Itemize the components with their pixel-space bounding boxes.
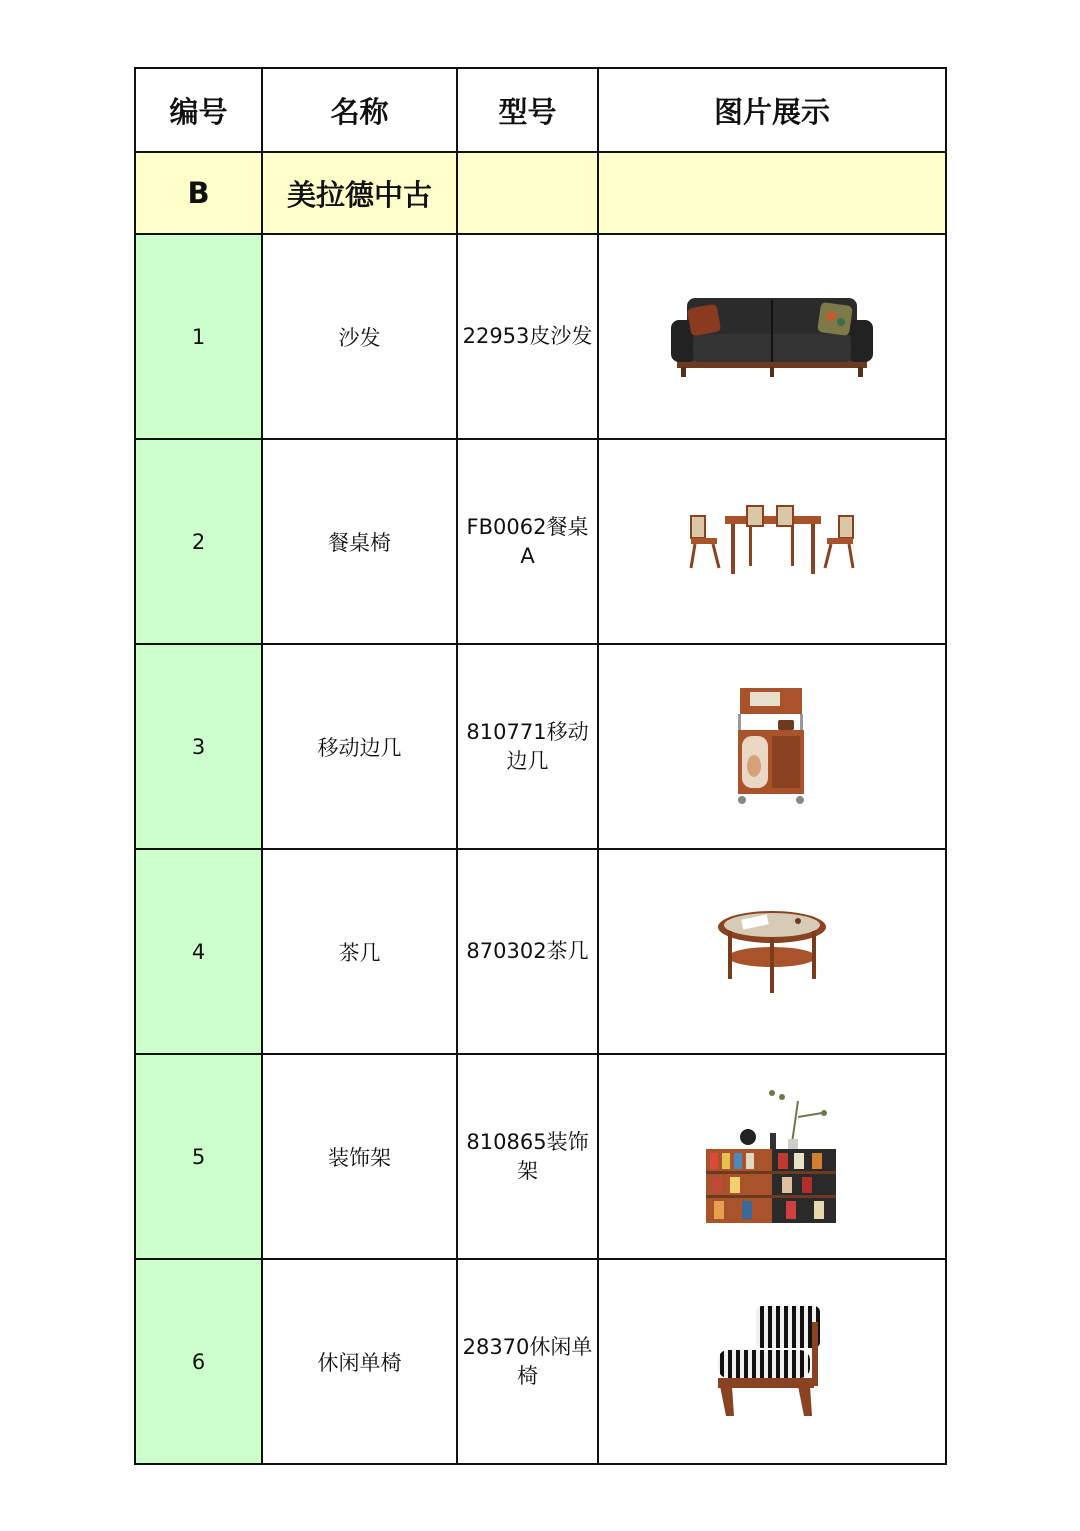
row-model: 870302茶几 — [457, 849, 598, 1054]
row-image-cell — [598, 644, 946, 849]
row-name: 沙发 — [262, 234, 457, 439]
dining-set-image — [687, 502, 857, 582]
row-image-cell — [598, 849, 946, 1054]
header-name: 名称 — [262, 68, 457, 152]
coffee-table-image — [712, 907, 832, 997]
row-number: 3 — [135, 644, 262, 849]
row-number: 2 — [135, 439, 262, 644]
row-model: 810771移动边几 — [457, 644, 598, 849]
row-image-cell — [598, 1054, 946, 1259]
section-title: 美拉德中古 — [262, 152, 457, 234]
row-name: 餐桌椅 — [262, 439, 457, 644]
header-number: 编号 — [135, 68, 262, 152]
row-name: 移动边几 — [262, 644, 457, 849]
table-row — [135, 439, 946, 644]
display-shelf-image — [702, 1087, 842, 1227]
section-image-empty — [598, 152, 946, 234]
table-row — [135, 1054, 946, 1259]
side-table-image — [732, 682, 812, 812]
row-image-cell — [598, 234, 946, 439]
section-code: B — [135, 152, 262, 234]
row-number: 4 — [135, 849, 262, 1054]
header-model: 型号 — [457, 68, 598, 152]
row-model: 810865装饰架 — [457, 1054, 598, 1259]
row-number: 5 — [135, 1054, 262, 1259]
row-name: 茶几 — [262, 849, 457, 1054]
row-image-cell — [598, 439, 946, 644]
section-row — [135, 152, 946, 234]
table-row — [135, 644, 946, 849]
section-model-empty — [457, 152, 598, 234]
table-row — [135, 234, 946, 439]
sofa-image — [667, 292, 877, 382]
row-number: 6 — [135, 1259, 262, 1464]
row-name: 装饰架 — [262, 1054, 457, 1259]
header-row — [135, 68, 946, 152]
table-row — [135, 849, 946, 1054]
lounge-chair-image — [712, 1302, 832, 1422]
row-model: 22953皮沙发 — [457, 234, 598, 439]
row-name: 休闲单椅 — [262, 1259, 457, 1464]
row-number: 1 — [135, 234, 262, 439]
row-model: 28370休闲单椅 — [457, 1259, 598, 1464]
header-image: 图片展示 — [598, 68, 946, 152]
furniture-table — [134, 67, 947, 1465]
row-image-cell — [598, 1259, 946, 1464]
table-row — [135, 1259, 946, 1464]
row-model: FB0062餐桌A — [457, 439, 598, 644]
